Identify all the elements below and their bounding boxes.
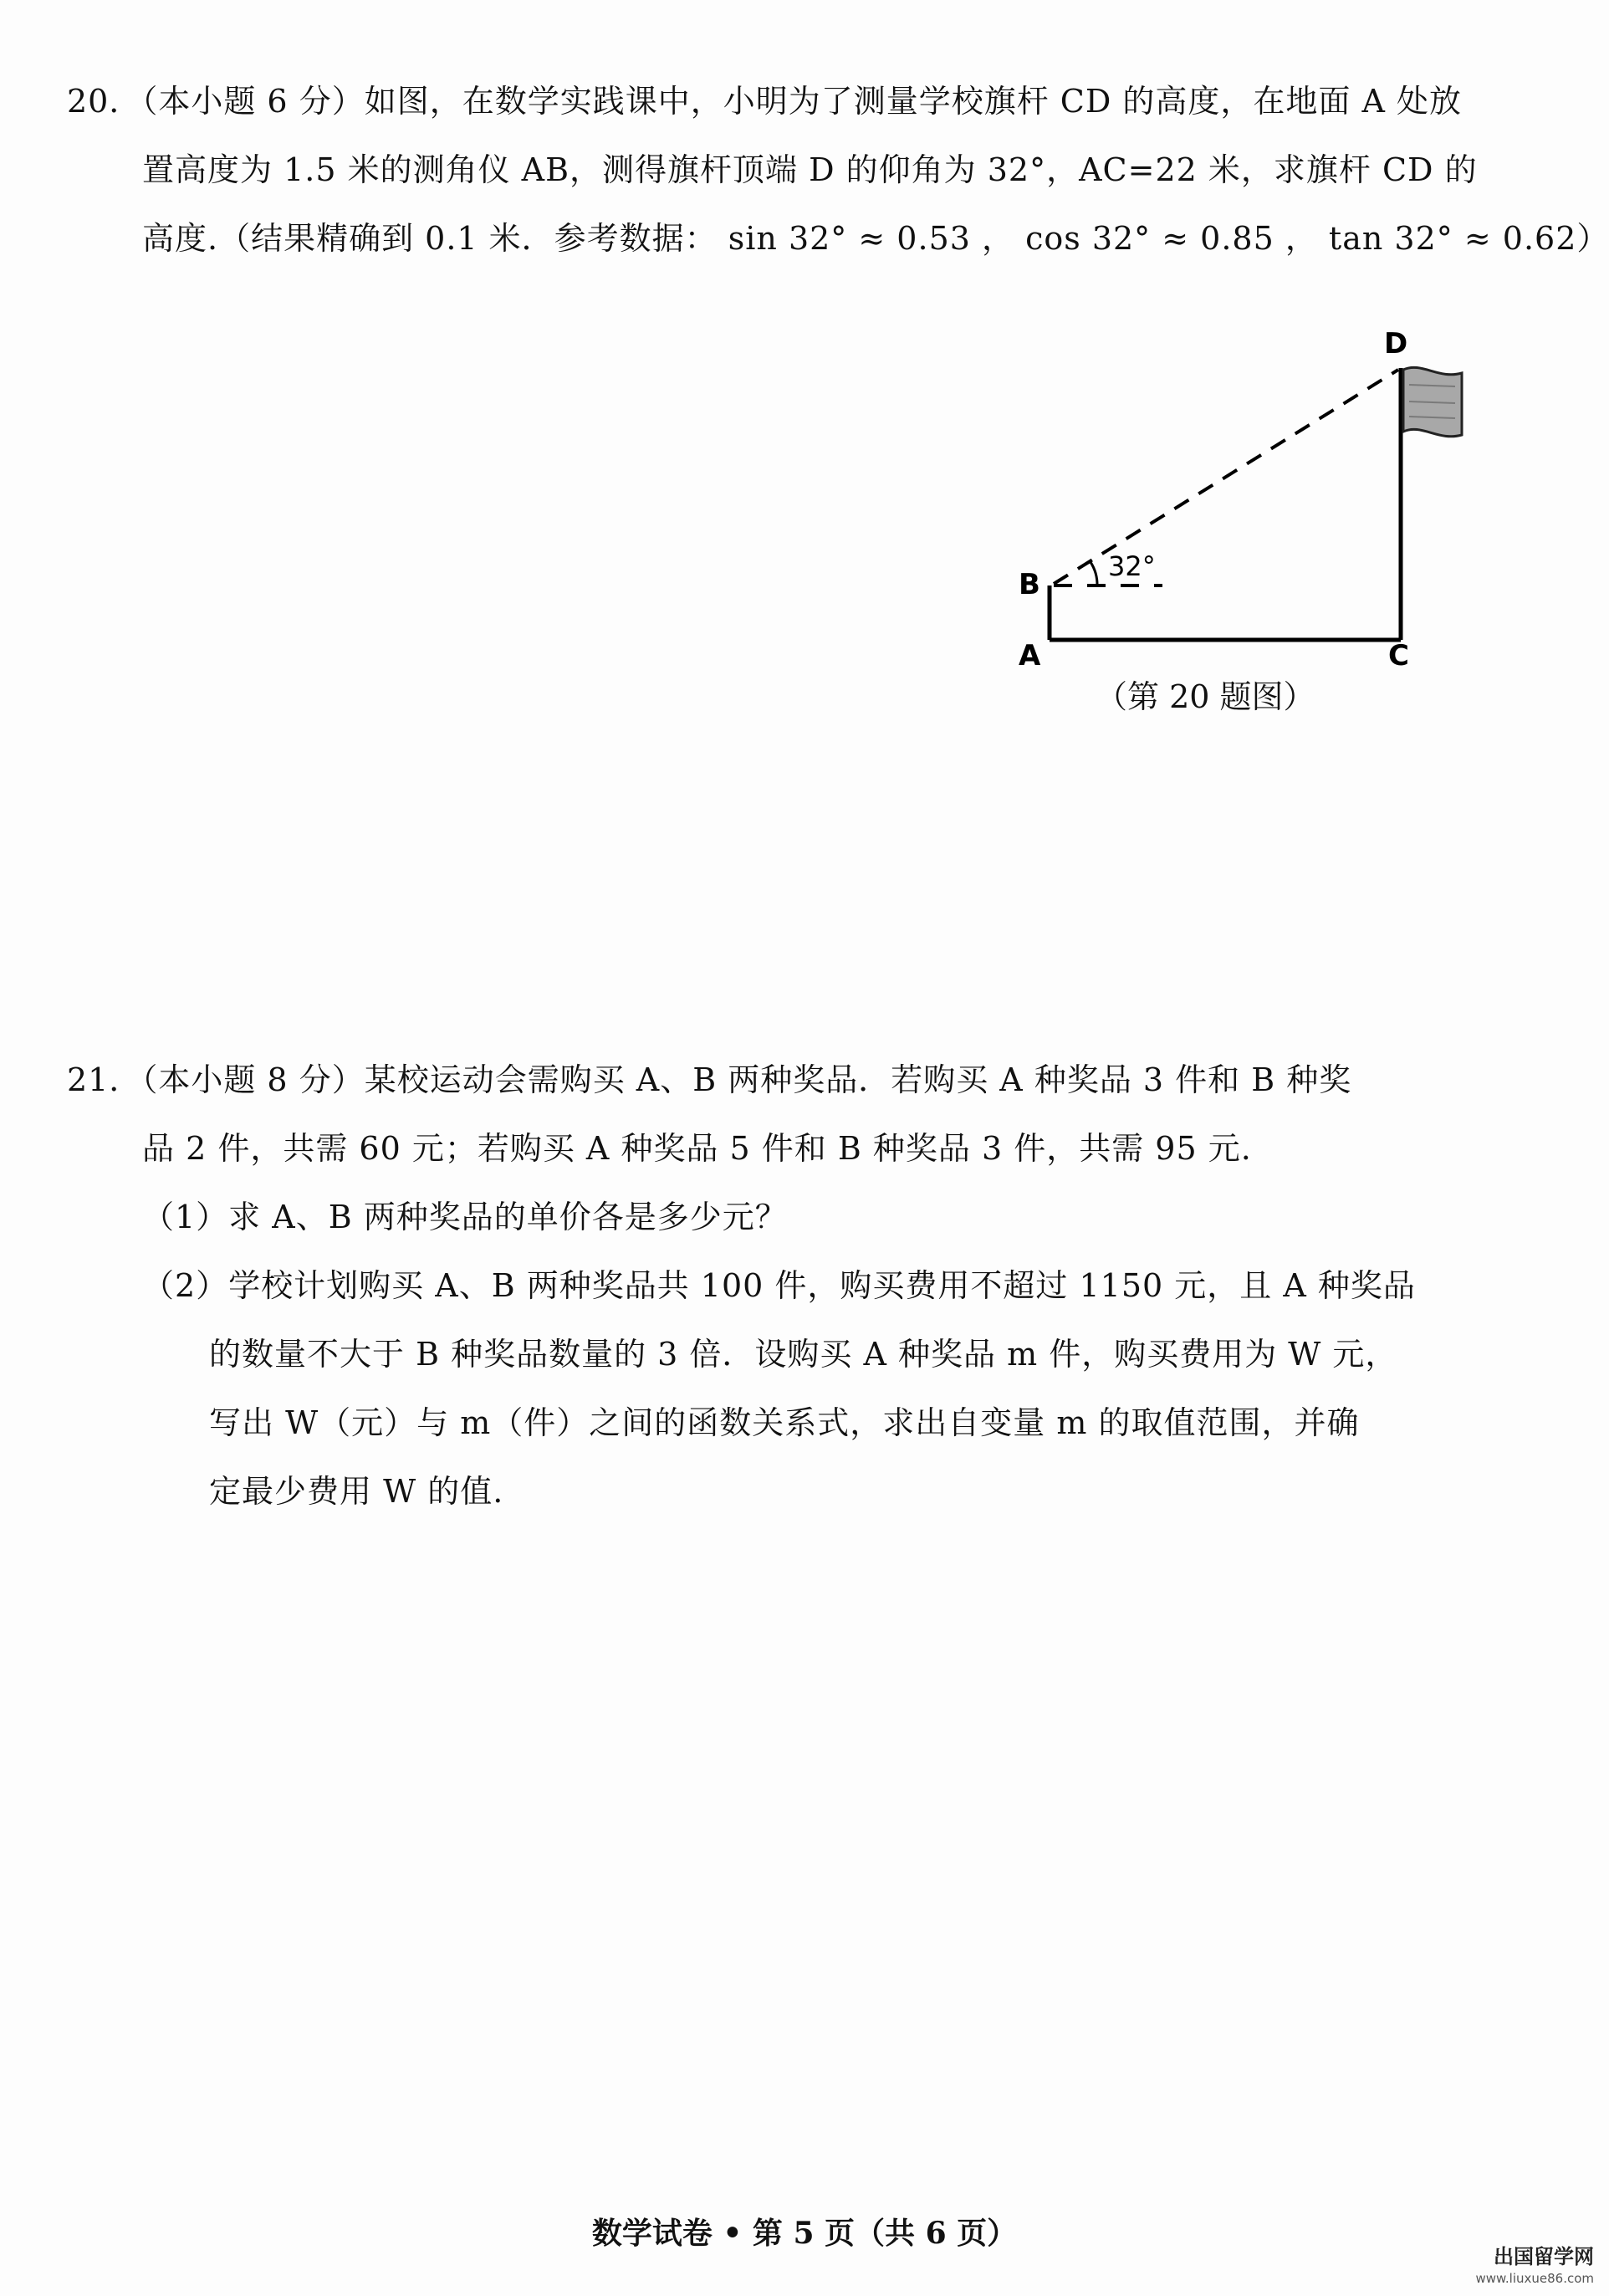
angle-label: 32° <box>1108 550 1156 582</box>
question-20-line-2: 置高度为 1.5 米的测角仪 AB，测得旗杆顶端 D 的仰角为 32°，AC=22 米，求旗杆 CD 的 <box>142 151 1478 188</box>
label-a: A <box>1019 639 1041 672</box>
label-b: B <box>1019 568 1040 601</box>
label-d: D <box>1384 327 1408 361</box>
figure-caption: （第 20 题图） <box>1096 678 1315 715</box>
watermark <box>1475 2246 1594 2289</box>
question-21-part-2-line-3: 写出 W（元）与 m（件）之间的函数关系式，求出自变量 m 的取值范围，并确 <box>209 1404 1360 1441</box>
flagpole-diagram <box>987 309 1472 678</box>
question-20-line-3: 高度.（结果精确到 0.1 米．参考数据： sin 32° ≈ 0.53 ， cos 32° ≈ 0.85 ， tan 32° ≈ 0.62） <box>142 220 1609 257</box>
question-21-part-2-line-4: 定最少费用 W 的值. <box>209 1473 504 1510</box>
watermark-url: www.liuxue86.com <box>1475 2271 1594 2286</box>
angle-arc <box>1091 562 1097 586</box>
question-21-part-2-line-1: （2）学校计划购买 A、B 两种奖品共 100 件，购买费用不超过 1150 元，且 A 种奖品 <box>142 1267 1416 1304</box>
watermark-name: 出国留学网 <box>1494 2245 1594 2268</box>
page-footer: 数学试卷 • 第 5 页（共 6 页） <box>591 2216 1018 2251</box>
question-21-part-1: （1）求 A、B 两种奖品的单价各是多少元？ <box>142 1199 788 1235</box>
label-c: C <box>1388 639 1409 672</box>
sight-line-bd <box>1054 370 1398 584</box>
question-21-line-2: 品 2 件，共需 60 元；若购买 A 种奖品 5 件和 B 种奖品 3 件，共需 95 元. <box>142 1130 1252 1167</box>
question-20 <box>67 67 1609 273</box>
question-20-line-1: 20．（本小题 6 分）如图，在数学实践课中，小明为了测量学校旗杆 CD 的高度，在地面 A 处放 <box>67 83 1462 120</box>
question-21-part-2-line-2: 的数量不大于 B 种奖品数量的 3 倍．设购买 A 种奖品 m 件，购买费用为 W 元， <box>209 1336 1398 1373</box>
question-21-line-1: 21．（本小题 8 分）某校运动会需购买 A、B 两种奖品．若购买 A 种奖品 3 件和 B 种奖 <box>67 1061 1352 1098</box>
question-21 <box>67 1046 1530 1526</box>
